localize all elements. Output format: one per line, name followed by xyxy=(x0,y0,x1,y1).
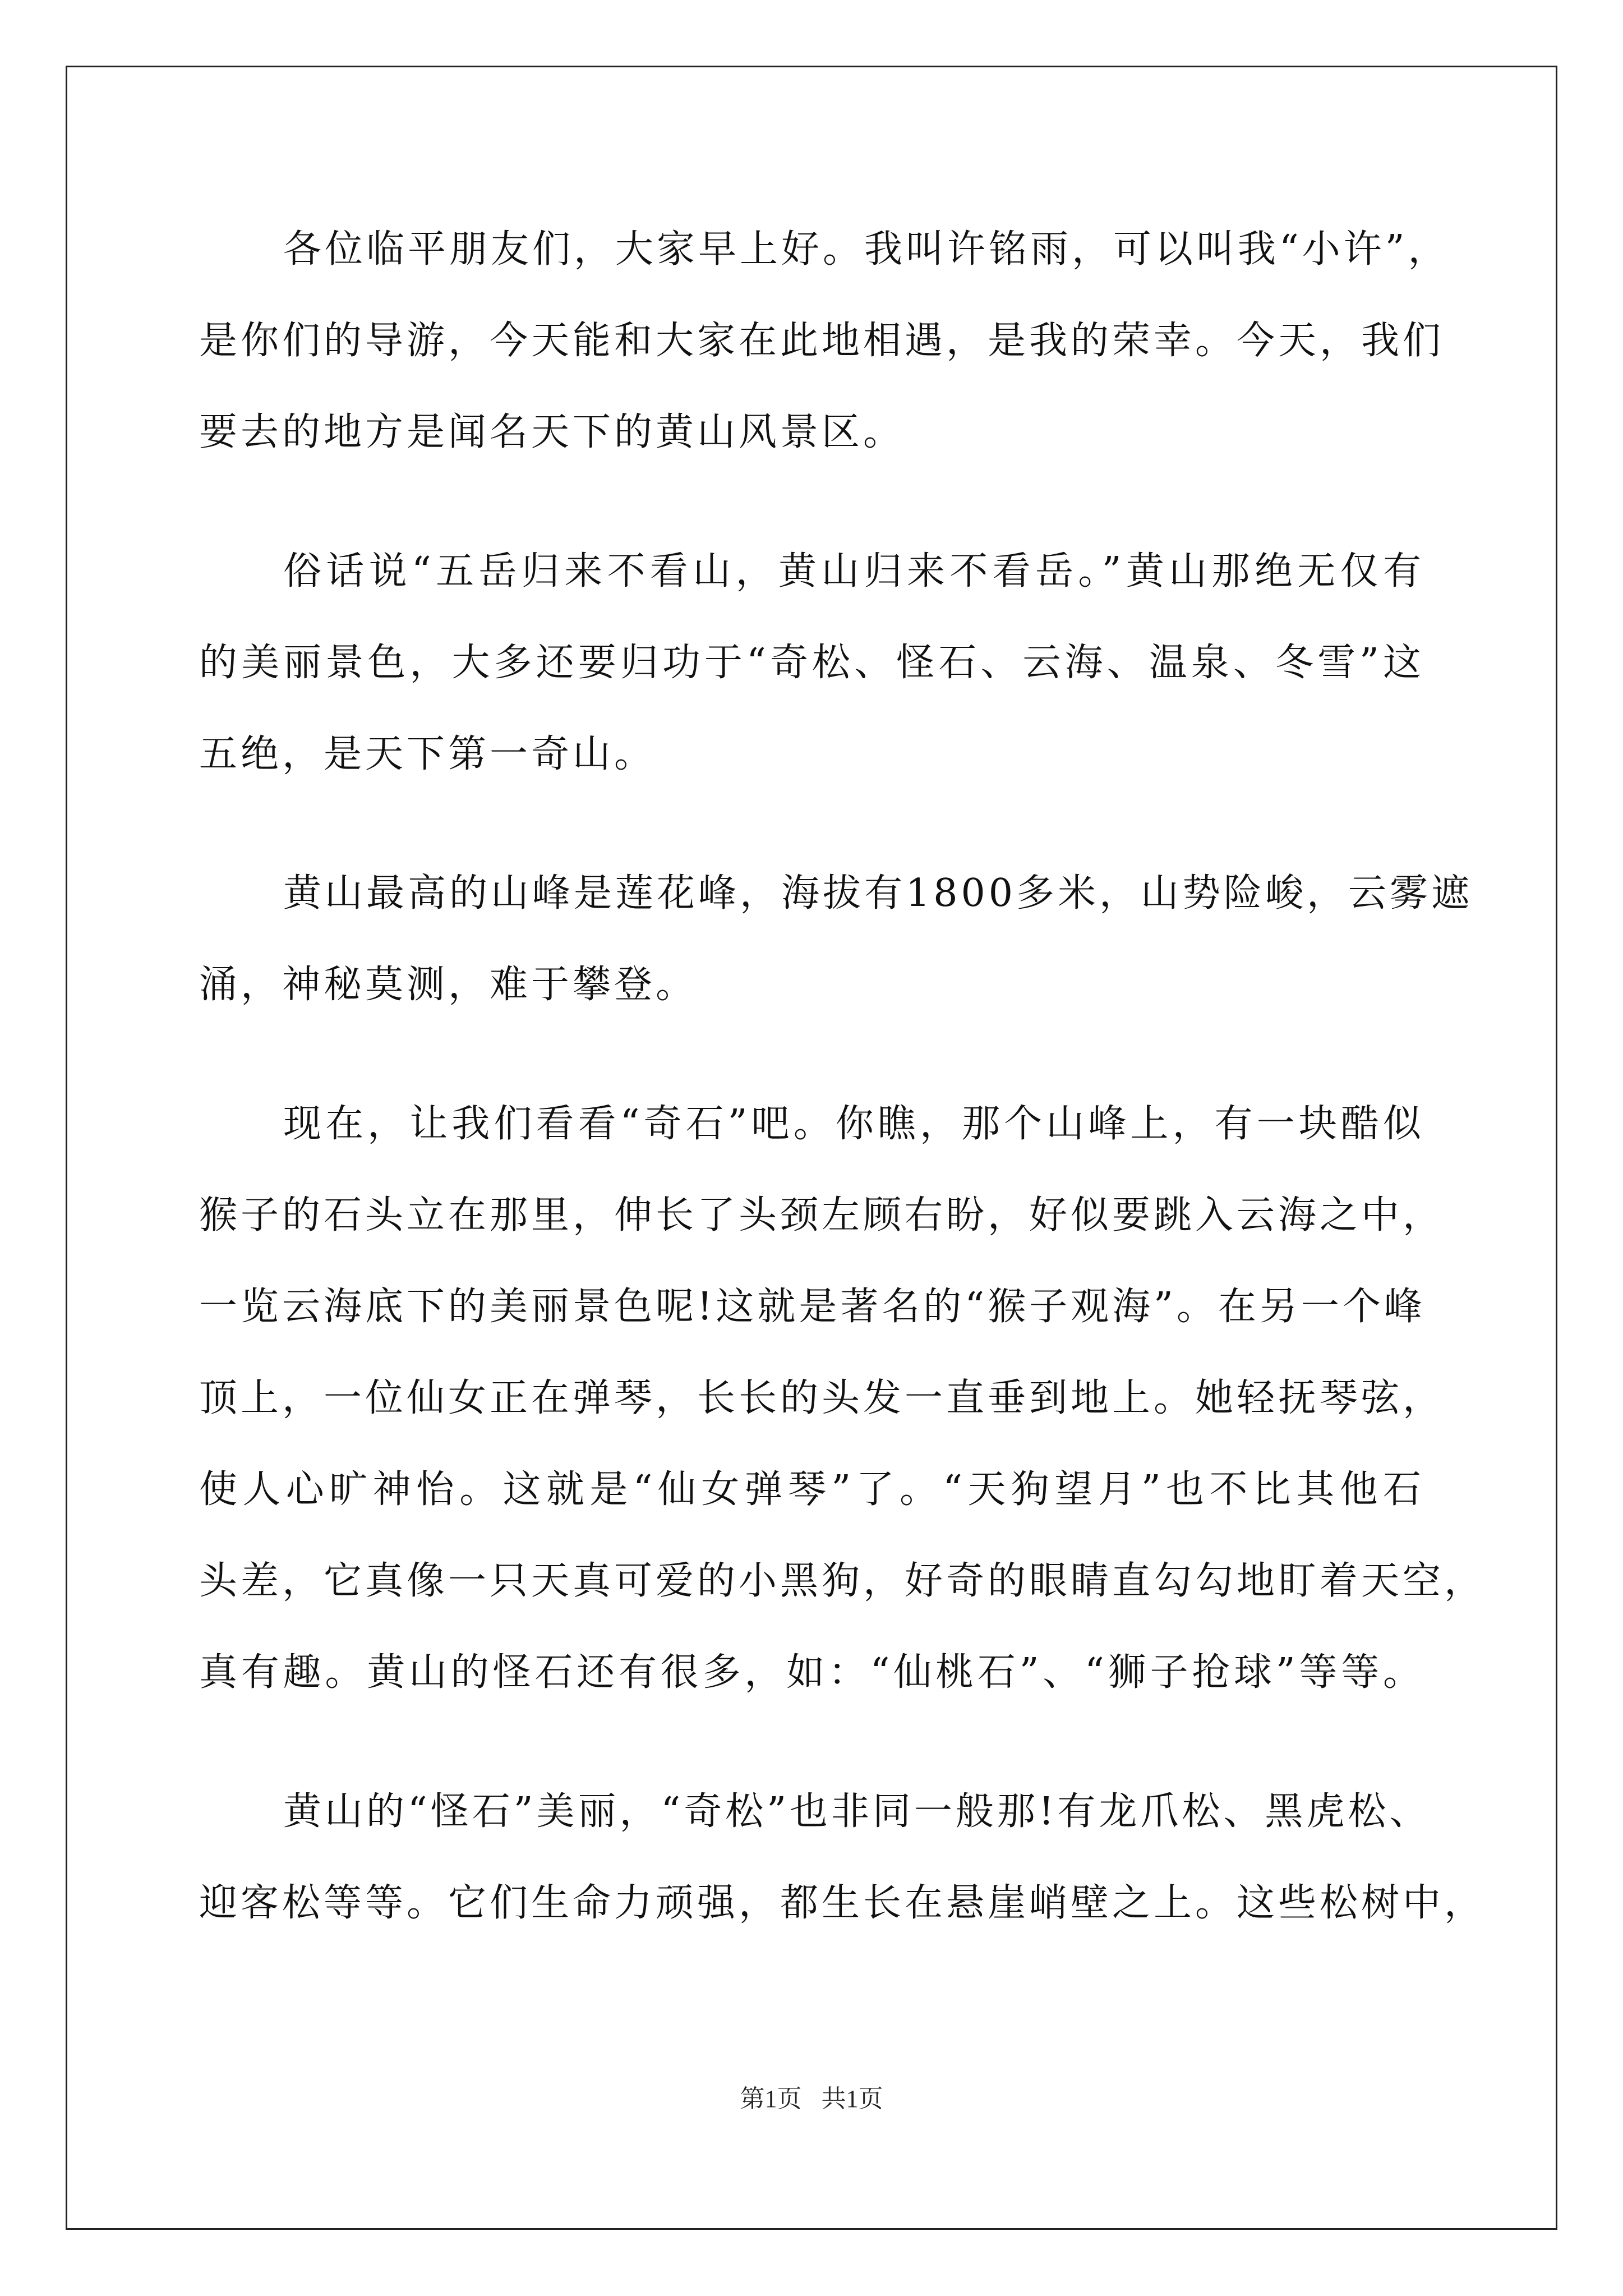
text-line: 五绝，是天下第一奇山。 xyxy=(199,732,656,776)
text-line: 现在，让我们看看“奇石”吧。你瞧，那个山峰上，有一块酷似 xyxy=(283,1102,1424,1146)
text-line: 使人心旷神怡。这就是“仙女弹琴”了。“天狗望月”也不比其他石 xyxy=(199,1467,1424,1512)
text-line: 顶上，一位仙女正在弹琴，长长的头发一直垂到地上。她轻抚琴弦， xyxy=(199,1376,1445,1420)
page-total: 共1页 xyxy=(821,2085,883,2113)
text-line: 一览云海底下的美丽景色呢!这就是著名的“猴子观海”。在另一个峰 xyxy=(199,1285,1426,1329)
text-line: 猴子的石头立在那里，伸长了头颈左顾右盼，好似要跳入云海之中， xyxy=(199,1193,1445,1237)
text-line: 头差，它真像一只天真可爱的小黑狗，好奇的眼睛直勾勾地盯着天空， xyxy=(199,1559,1486,1603)
text-line: 真有趣。黄山的怪石还有很多，如：“仙桃石”、“狮子抢球”等等。 xyxy=(199,1650,1424,1695)
text-line: 黄山的“怪石”美丽，“奇松”也非同一般那!有龙爪松、黑虎松、 xyxy=(283,1789,1431,1834)
text-line: 的美丽景色，大多还要归功于“奇松、怪石、云海、温泉、冬雪”这 xyxy=(199,641,1424,685)
text-line: 各位临平朋友们，大家早上好。我叫许铭雨，可以叫我“小许”， xyxy=(283,227,1450,272)
text-line: 俗话说“五岳归来不看山，黄山归来不看岳。”黄山那绝无仅有 xyxy=(283,549,1424,593)
text-line: 是你们的导游，今天能和大家在此地相遇，是我的荣幸。今天，我们 xyxy=(199,319,1445,363)
text-line: 要去的地方是闻名天下的黄山风景区。 xyxy=(199,410,905,454)
text-line: 涌，神秘莫测，难于攀登。 xyxy=(199,963,698,1007)
text-line: 迎客松等等。它们生命力顽强，都生长在悬崖峭壁之上。这些松树中， xyxy=(199,1881,1486,1925)
page-number: 第1页 xyxy=(740,2085,802,2113)
page-footer xyxy=(0,2082,1623,2116)
text-line: 黄山最高的山峰是莲花峰，海拔有1800多米，山势险峻，云雾遮 xyxy=(283,871,1473,915)
